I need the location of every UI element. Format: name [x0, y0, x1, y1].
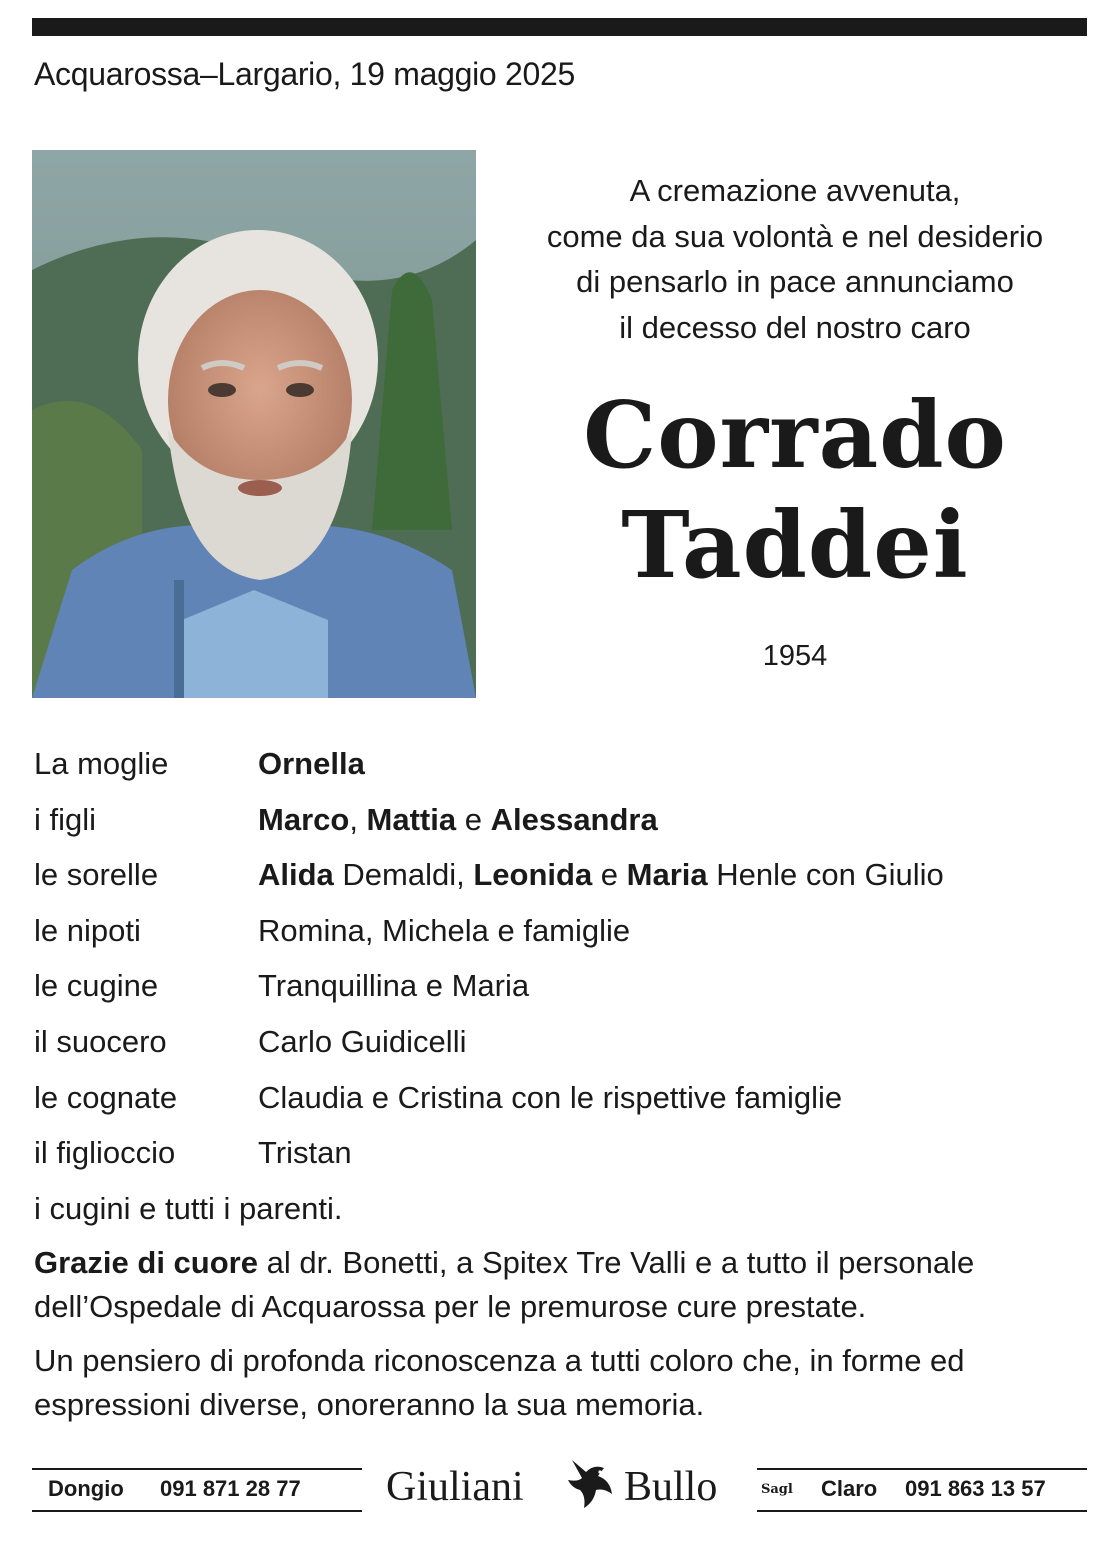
relative-names: [258, 857, 944, 892]
relative-name-text: Demaldi,: [333, 857, 474, 893]
intro-line: il decesso del nostro caro: [619, 309, 971, 345]
footer-right-contact: [757, 1468, 1087, 1512]
footer-left-city: Dongio: [48, 1476, 124, 1501]
dove-icon: [564, 1454, 618, 1512]
relative-label: le nipoti: [34, 912, 141, 948]
thanks-bold: Grazie di cuore: [34, 1245, 258, 1280]
relative-row: [34, 964, 1094, 1020]
relative-names: [258, 913, 630, 948]
relative-label: le cugine: [34, 968, 159, 1004]
relative-row: [34, 742, 1094, 798]
footer-left-contact: [32, 1468, 362, 1512]
relative-row: [34, 1131, 1094, 1187]
intro-line: di pensarlo in pace annunciamo: [576, 264, 1014, 299]
relative-names: [258, 802, 658, 837]
thanks-paragraph: [34, 1241, 1094, 1329]
relative-name-bold: Marco: [258, 801, 350, 837]
relative-name-bold: Leonida: [473, 857, 593, 893]
relative-label: il suocero: [34, 1023, 167, 1059]
relative-name-text: e: [456, 801, 491, 837]
relative-row: [34, 909, 1094, 965]
relatives-list: [34, 742, 1094, 1187]
deceased-name: [500, 380, 1090, 600]
relative-names: [258, 968, 529, 1003]
footer: [32, 1452, 1087, 1512]
relative-names: [258, 1080, 842, 1115]
relative-name-bold: Mattia: [366, 801, 457, 837]
relative-name-text: e: [592, 857, 627, 893]
relative-label: le cognate: [34, 1079, 178, 1115]
relative-name-text: ,: [349, 801, 367, 837]
relative-label: il figlioccio: [34, 1135, 176, 1171]
relative-names: [258, 1135, 352, 1170]
relatives-closing-line: i cugini e tutti i parenti.: [34, 1191, 343, 1226]
last-name: Taddei: [621, 491, 969, 599]
company-logo: [384, 1452, 744, 1514]
relative-row: [34, 853, 1094, 909]
logo-word-bullo: Bullo: [624, 1464, 718, 1510]
relative-label: i figli: [34, 801, 97, 837]
thanks-rest: al dr. Bonetti, a Spitex Tre Valli e a tutto il personale dell’Ospedale di Acquarossa per le premurose cure prestate.: [34, 1245, 975, 1324]
footer-left-phone: 091 871 28 77: [160, 1476, 301, 1501]
closing-text: [34, 1187, 1094, 1437]
relative-name-text: Tranquillina e Maria: [258, 968, 530, 1004]
relative-name-bold: Maria: [626, 857, 708, 893]
relative-name-bold: Alida: [258, 857, 334, 893]
sagl-label: Sagl: [761, 1482, 793, 1497]
portrait-illustration: [32, 150, 476, 698]
relative-name-text: Tristan: [258, 1135, 352, 1171]
intro-line: A cremazione avvenuta,: [629, 173, 961, 208]
relative-name-bold: Alessandra: [490, 801, 658, 837]
relative-row: [34, 1020, 1094, 1076]
relative-name-text: Claudia e Cristina con le rispettive famiglie: [258, 1079, 843, 1115]
portrait-photo: [32, 150, 476, 698]
footer-right-phone: 091 863 13 57: [905, 1476, 1046, 1501]
relative-row: [34, 798, 1094, 854]
relative-name-text: Carlo Guidicelli: [258, 1023, 467, 1059]
relative-name-text: Henle con Giulio: [707, 857, 944, 893]
relative-name-bold: Ornella: [258, 746, 365, 781]
relative-names: [258, 1024, 466, 1059]
logo-word-giuliani: Giuliani: [386, 1464, 524, 1510]
relative-row: [34, 1076, 1094, 1132]
relative-label: le sorelle: [34, 857, 159, 893]
place-date: Acquarossa–Largario, 19 maggio 2025: [34, 56, 575, 92]
footer-right-city: Claro: [821, 1476, 878, 1501]
memory-paragraph: Un pensiero di profonda riconoscenza a tutti coloro che, in forme ed espressioni diverse, onoreranno la sua memoria.: [34, 1343, 965, 1422]
birth-year: 1954: [762, 640, 828, 672]
relative-label: La moglie: [34, 746, 169, 781]
intro-text: [500, 168, 1090, 350]
top-rule: [32, 18, 1087, 36]
first-name: Corrado: [583, 381, 1007, 489]
relative-name-text: Romina, Michela e famiglie: [258, 912, 631, 948]
relative-names: [258, 746, 365, 781]
intro-line: come da sua volontà e nel desiderio: [546, 218, 1044, 254]
